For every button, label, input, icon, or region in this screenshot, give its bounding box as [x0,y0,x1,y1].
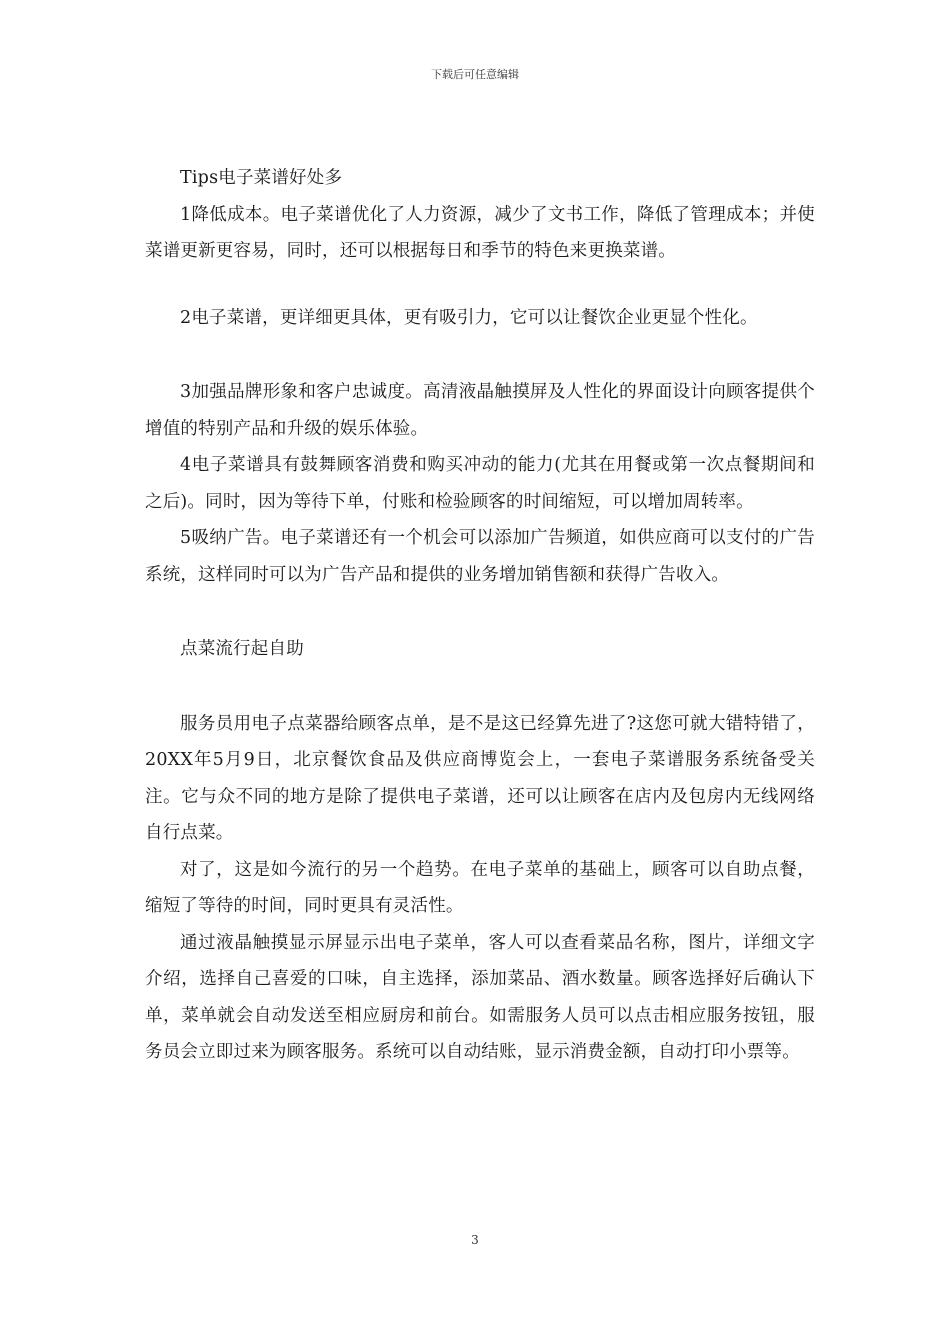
page-number: 3 [471,1233,479,1247]
paragraph-8: 通过液晶触摸显示屏显示出电子菜单，客人可以查看菜品名称，图片，详细文字介绍，选择自己喜爱的口味，自主选择，添加菜品、酒水数量。顾客选择好后确认下单，菜单就会自动发送至相应厨房和前台。如需服务人员可以点击相应服务按钮，服务员会立即过来为顾客服务。系统可以自动结账，显示消费金额，自动打印小票等。 [145,932,815,1062]
tips-title: Tips电子菜谱好处多 [180,168,343,188]
header-note: 下载后可任意编辑 [431,68,519,81]
paragraph-6: 服务员用电子点菜器给顾客点单，是不是这已经算先进了?这您可就大错特错了，20XX年5月9日，北京餐饮食品及供应商博览会上，一套电子菜谱服务系统备受关注。它与众不同的地方是除了提供电子菜谱，还可以让顾客在店内及包房内无线网络自行点菜。 [145,713,815,843]
paragraph-5: 5吸纳广告。电子菜谱还有一个机会可以添加广告频道，如供应商可以支付的广告系统，这样同时可以为广告产品和提供的业务增加销售额和获得广告收入。 [145,528,815,585]
paragraph-3: 3加强品牌形象和客户忠诚度。高清液晶触摸屏及人性化的界面设计向顾客提供个增值的特别产品和升级的娱乐体验。 [145,382,815,439]
paragraph-7: 对了，这是如今流行的另一个趋势。在电子菜单的基础上，顾客可以自助点餐，缩短了等待的时间，同时更具有灵活性。 [145,859,815,916]
paragraph-2: 2电子菜谱，更详细更具体，更有吸引力，它可以让餐饮企业更显个性化。 [180,307,758,328]
section-title: 点菜流行起自助 [180,639,304,659]
paragraph-1: 1降低成本。电子菜谱优化了人力资源，减少了文书工作，降低了管理成本；并使菜谱更新更容易，同时，还可以根据每日和季节的特色来更换菜谱。 [145,204,815,261]
document-body [145,160,815,1071]
paragraph-4: 4电子菜谱具有鼓舞顾客消费和购买冲动的能力(尤其在用餐或第一次点餐期间和之后)。同时，因为等待下单，付账和检验顾客的时间缩短，可以增加周转率。 [145,455,815,512]
